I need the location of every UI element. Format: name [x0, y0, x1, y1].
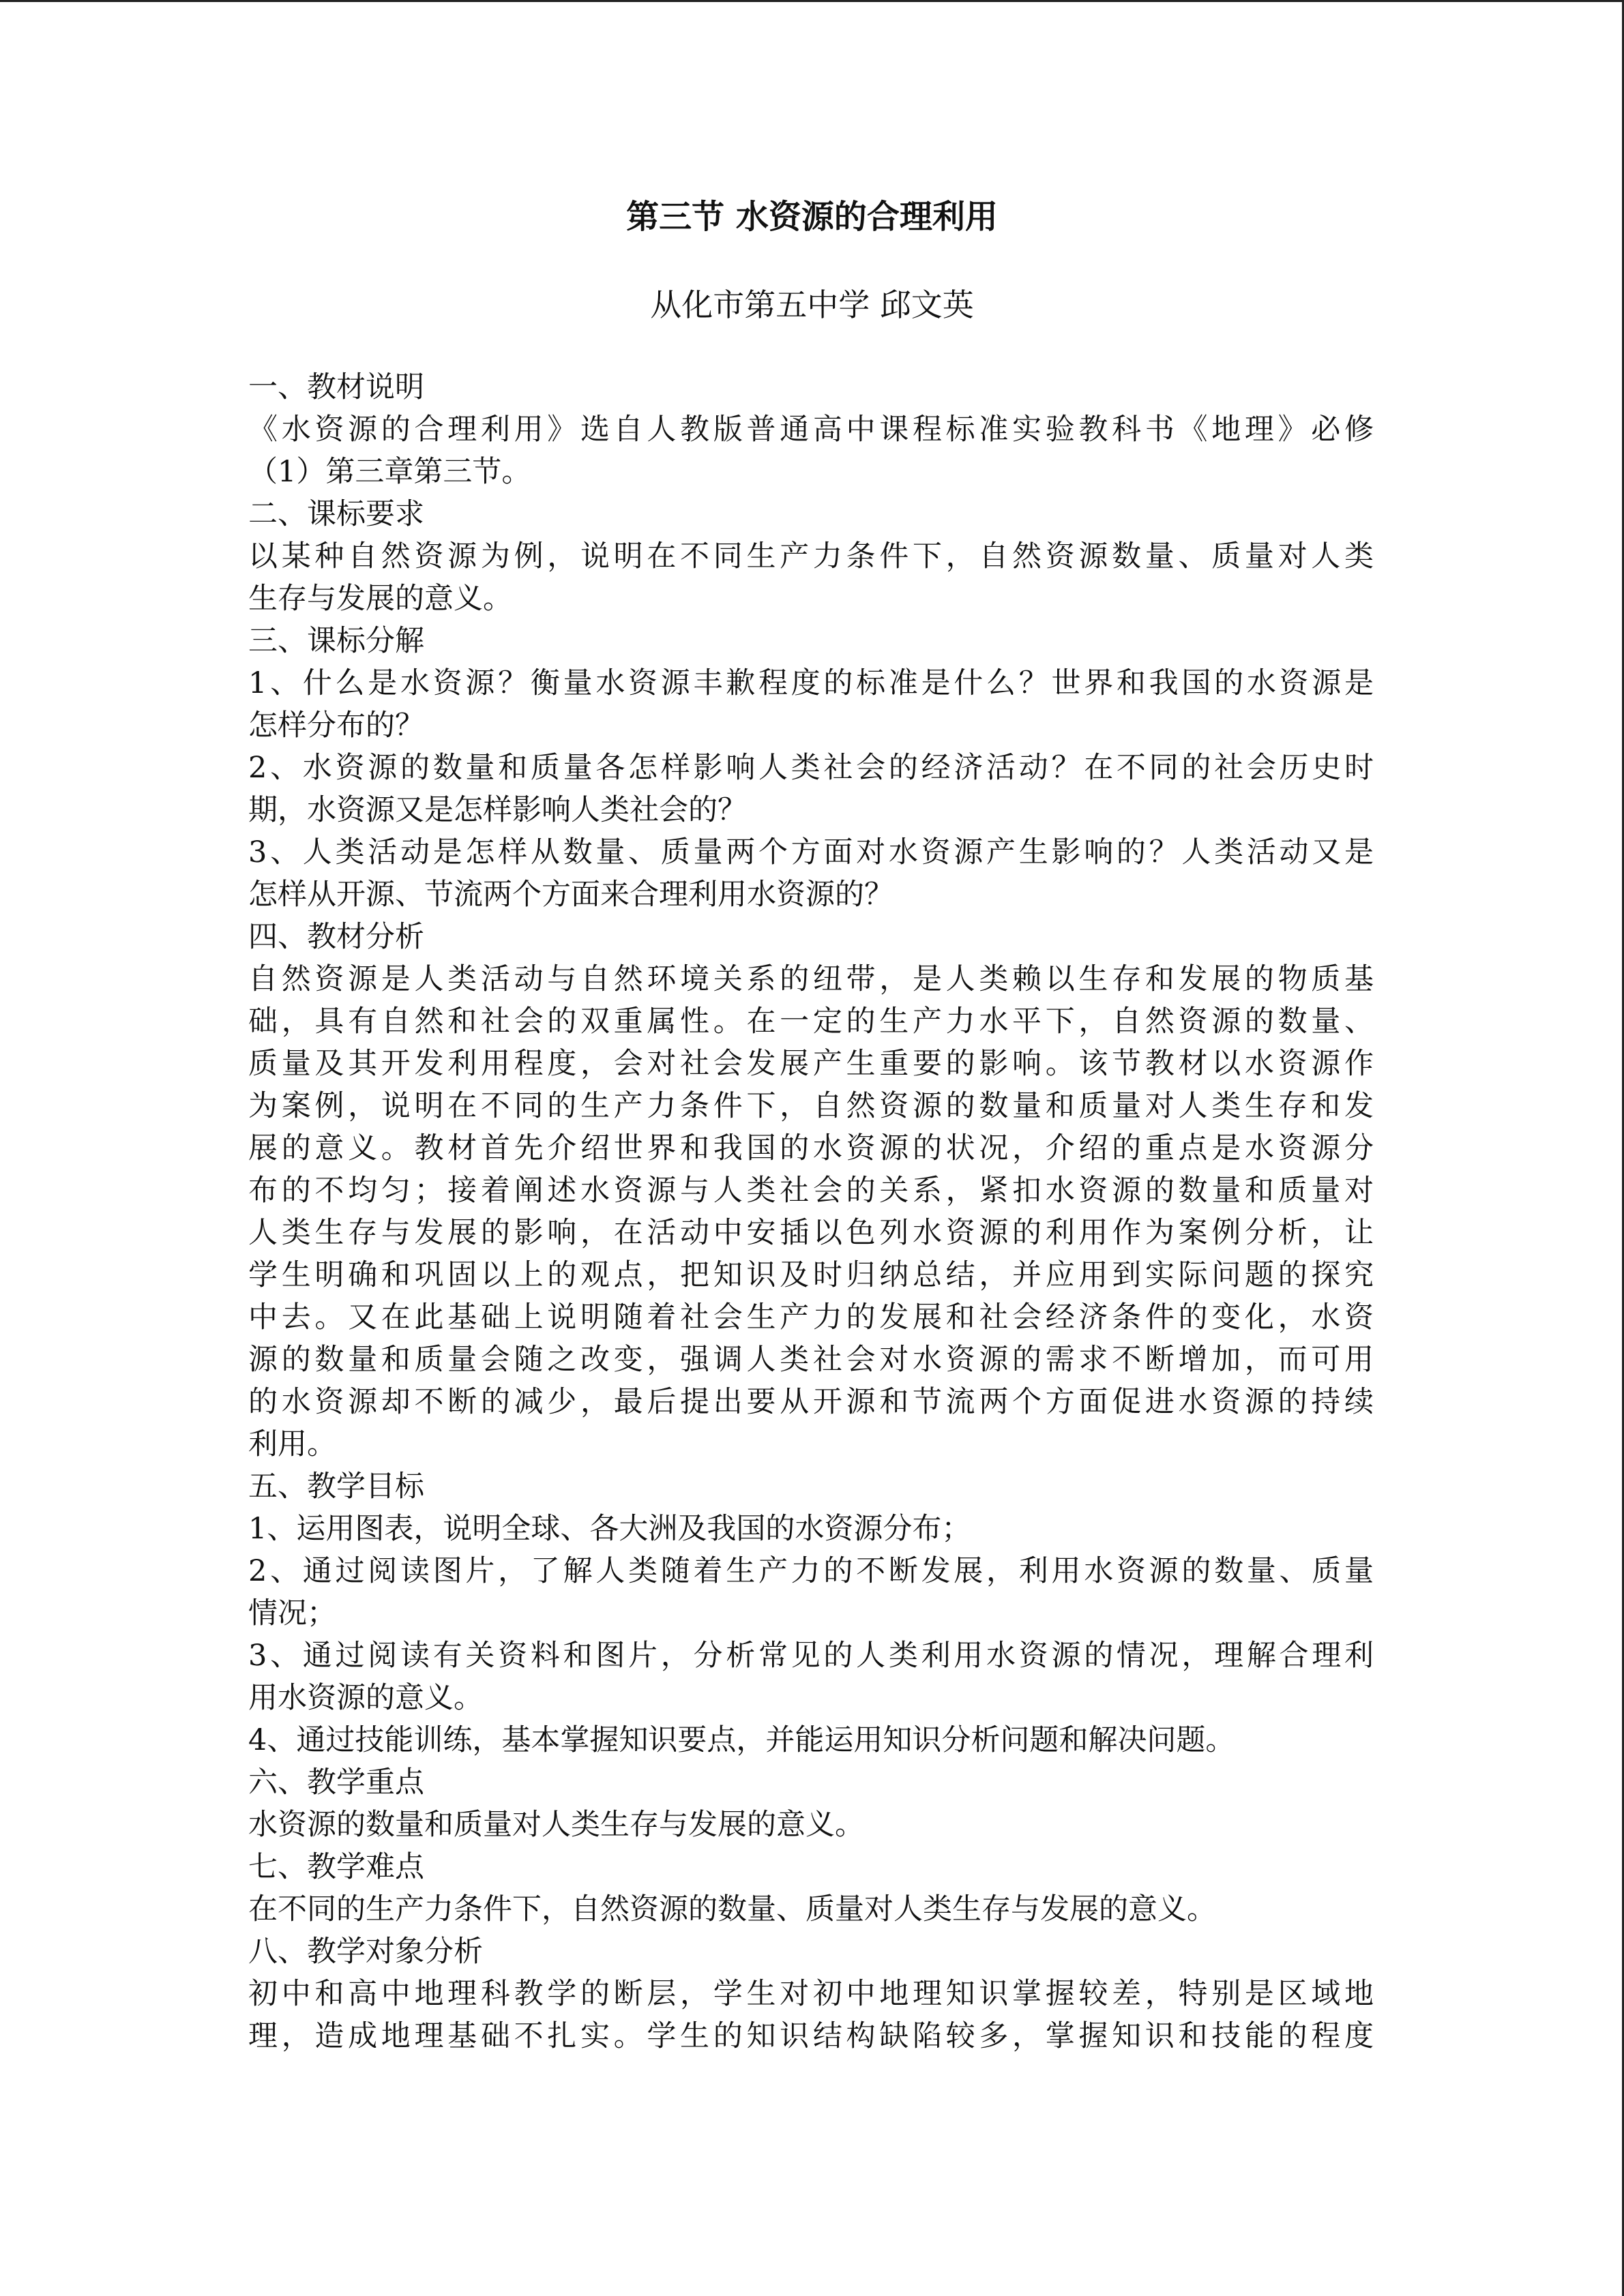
- text-line: 五、教学目标: [248, 1470, 424, 1504]
- text-line: 情况；: [248, 1596, 336, 1630]
- text-line: 水资源的数量和质量对人类生存与发展的意义。: [248, 1808, 864, 1842]
- text-line: 人类生存与发展的影响，在活动中安插以色列水资源的利用作为案例分析，让: [248, 1216, 1374, 1250]
- text-line: 3、通过阅读有关资料和图片，分析常见的人类利用水资源的情况，理解合理利: [248, 1639, 1374, 1673]
- text-line: 质量及其开发利用程度，会对社会发展产生重要的影响。该节教材以水资源作: [248, 1047, 1374, 1081]
- document-title: 第三节 水资源的合理利用: [626, 198, 998, 236]
- text-line: 源的数量和质量会随之改变，强调人类社会对水资源的需求不断增加，而可用: [248, 1343, 1374, 1377]
- text-line: 展的意义。教材首先介绍世界和我国的水资源的状况，介绍的重点是水资源分: [248, 1131, 1374, 1165]
- text-line: 2、水资源的数量和质量各怎样影响人类社会的经济活动？在不同的社会历史时: [248, 751, 1374, 785]
- text-line: 八、教学对象分析: [248, 1935, 483, 1969]
- text-line: 1、运用图表，说明全球、各大洲及我国的水资源分布；: [248, 1512, 971, 1546]
- text-line: 七、教学难点: [248, 1850, 424, 1884]
- text-line: 《水资源的合理利用》选自人教版普通高中课程标准实验教科书《地理》必修: [248, 413, 1374, 447]
- page-border-top: [0, 0, 1624, 2]
- document-body: [248, 366, 1374, 2057]
- text-line: 生存与发展的意义。: [248, 582, 512, 616]
- document-author: 从化市第五中学 邱文英: [650, 286, 974, 323]
- text-line: 的水资源却不断的减少，最后提出要从开源和节流两个方面促进水资源的持续: [248, 1385, 1374, 1419]
- text-line: 以某种自然资源为例，说明在不同生产力条件下，自然资源数量、质量对人类: [248, 539, 1374, 573]
- text-line: 3、人类活动是怎样从数量、质量两个方面对水资源产生影响的？人类活动又是: [248, 835, 1374, 869]
- text-line: 怎样从开源、节流两个方面来合理利用水资源的？: [248, 878, 894, 912]
- text-line: 理，造成地理基础不扎实。学生的知识结构缺陷较多，掌握知识和技能的程度: [248, 2019, 1374, 2053]
- text-line: 初中和高中地理科教学的断层，学生对初中地理知识掌握较差，特别是区域地: [248, 1977, 1374, 2011]
- text-line: 学生明确和巩固以上的观点，把知识及时归纳总结，并应用到实际问题的探究: [248, 1258, 1374, 1292]
- text-line: 自然资源是人类活动与自然环境关系的纽带，是人类赖以生存和发展的物质基: [248, 962, 1374, 996]
- text-line: 中去。又在此基础上说明随着社会生产力的发展和社会经济条件的变化，水资: [248, 1300, 1374, 1335]
- text-line: 四、教材分析: [248, 920, 424, 954]
- text-line: 利用。: [248, 1427, 336, 1461]
- text-line: 三、课标分解: [248, 624, 424, 658]
- text-line: 为案例，说明在不同的生产力条件下，自然资源的数量和质量对人类生存和发: [248, 1089, 1374, 1123]
- text-line: 2、通过阅读图片，了解人类随着生产力的不断发展，利用水资源的数量、质量: [248, 1554, 1374, 1588]
- text-line: 础，具有自然和社会的双重属性。在一定的生产力水平下，自然资源的数量、: [248, 1004, 1374, 1039]
- text-line: 怎样分布的？: [248, 709, 424, 743]
- text-line: 一、教材说明: [248, 370, 424, 404]
- text-line: 期，水资源又是怎样影响人类社会的？: [248, 793, 747, 827]
- text-line: 六、教学重点: [248, 1765, 424, 1800]
- text-line: 4、通过技能训练，基本掌握知识要点，并能运用知识分析问题和解决问题。: [248, 1723, 1235, 1757]
- text-line: （1）第三章第三节。: [248, 455, 531, 489]
- text-line: 二、课标要求: [248, 497, 424, 531]
- text-line: 在不同的生产力条件下，自然资源的数量、质量对人类生存与发展的意义。: [248, 1892, 1216, 1926]
- text-line: 用水资源的意义。: [248, 1681, 483, 1715]
- text-line: 1、什么是水资源？衡量水资源丰歉程度的标准是什么？世界和我国的水资源是: [248, 666, 1374, 700]
- text-line: 布的不均匀；接着阐述水资源与人类社会的关系，紧扣水资源的数量和质量对: [248, 1174, 1374, 1208]
